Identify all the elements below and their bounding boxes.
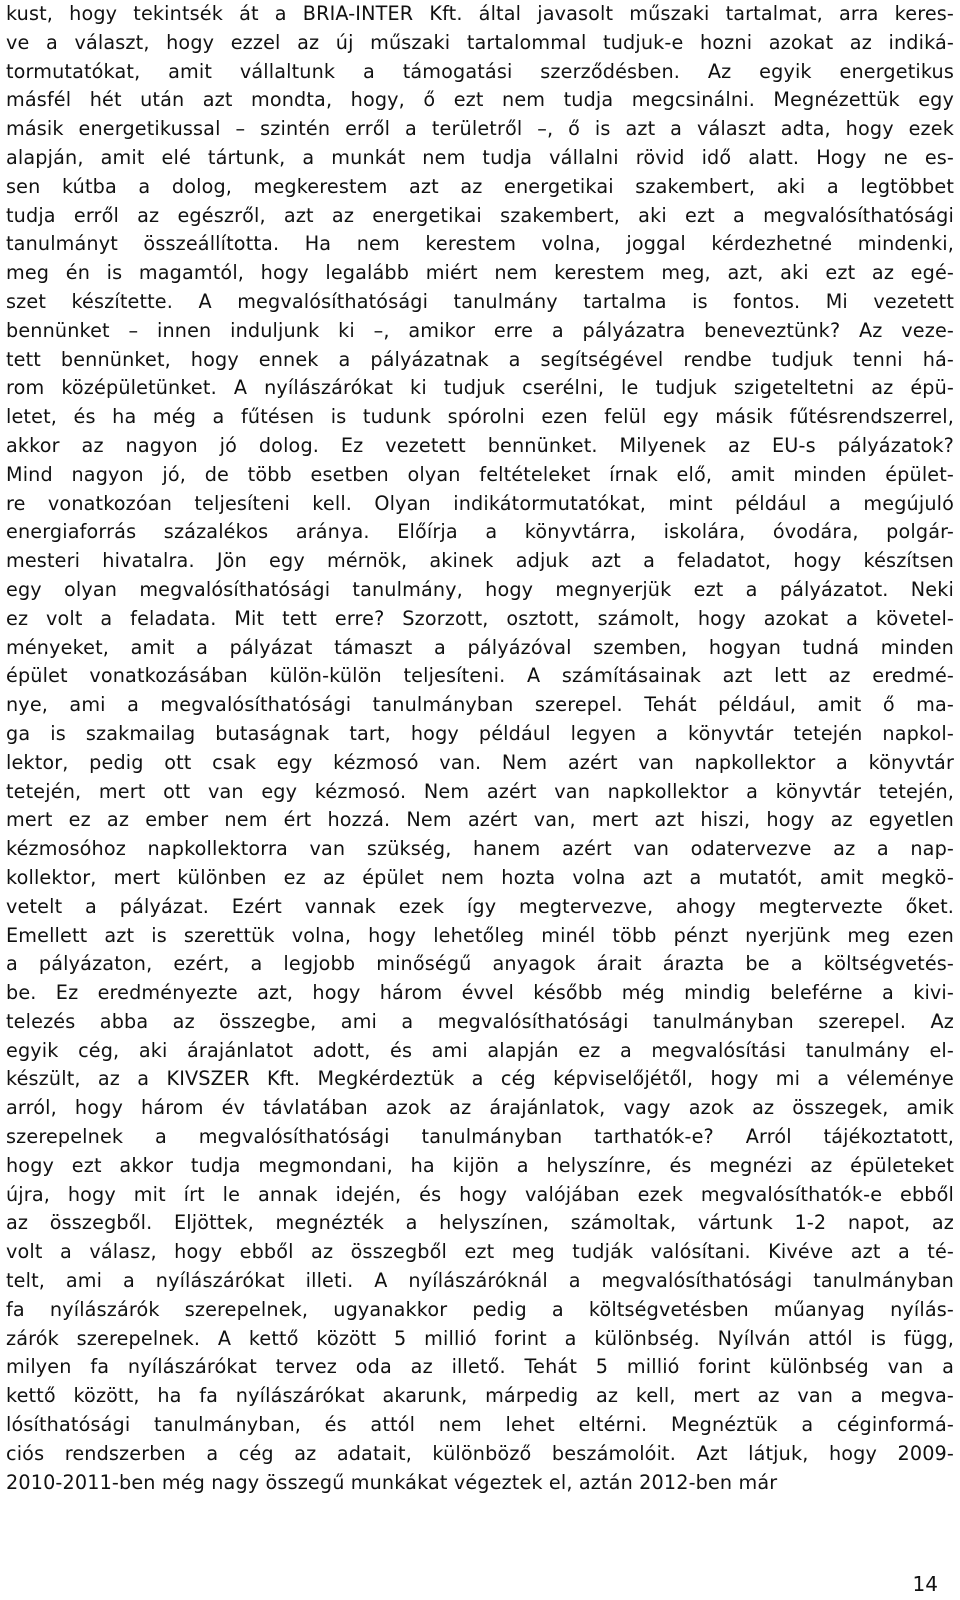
text-line: telt, ami a nyílászárókat illeti. A nyílászáróknál a megvalósíthatósági tanulmányban	[6, 1269, 954, 1293]
text-line: egyik cég, aki árajánlatot adott, és ami alapján ez a megvalósítási tanulmány el-	[6, 1038, 954, 1062]
text-line: ciós rendszerben a cég az adatait, különböző beszámolóit. Azt látjuk, hogy 2009-	[6, 1441, 954, 1465]
text-line: tetején, mert ott van egy kézmosó. Nem azért van napkollektor a könyvtár tetején,	[6, 779, 954, 803]
text-line: szet készítette. A megvalósíthatósági tanulmány tartalma is fontos. Mi vezetett	[6, 289, 954, 313]
text-line: másfél hét után azt mondta, hogy, ő ezt nem tudja megcsinálni. Megnézettük egy	[6, 88, 954, 112]
text-line: bennünket – innen induljunk ki –, amikor erre a pályázatra beneveztünk? Az veze-	[6, 318, 954, 342]
text-line: telezés abba az összegbe, ami a megvalósíthatósági tanulmányban szerepel. Az	[6, 1009, 954, 1033]
text-line: fa nyílászárók szerepelnek, ugyanakkor pedig a költségvetésben műanyag nyílás-	[6, 1297, 954, 1321]
text-line: kust, hogy tekintsék át a BRIA-INTER Kft. által javasolt műszaki tartalmat, arra keres-	[6, 2, 954, 25]
body-text	[6, 0, 954, 1497]
text-line: szerepelnek a megvalósíthatósági tanulmányban tarthatók-e? Arról tájékoztatott,	[6, 1125, 954, 1149]
text-line: készült, az a KIVSZER Kft. Megkérdeztük a cég képviselőjétől, hogy mi a véleménye	[6, 1067, 954, 1091]
text-line: energiaforrás százalékos aránya. Előírja a könyvtárra, iskolára, óvodára, polgár-	[6, 520, 954, 544]
page-number: 14	[912, 1572, 938, 1596]
text-line: tudja erről az egészről, azt az energetikai szakembert, aki ezt a megvalósíthatósági	[6, 203, 954, 227]
text-line: lektor, pedig ott csak egy kézmosó van. Nem azért van napkollektor a könyvtár	[6, 750, 954, 774]
text-line: re vonatkozóan teljesíteni kell. Olyan indikátormutatókat, mint például a megújuló	[6, 491, 954, 515]
text-line: a pályázaton, ezért, a legjobb minőségű anyagok árait árazta be a költségvetés-	[6, 952, 954, 976]
text-line: letet, és ha még a fűtésen is tudunk spórolni ezen felül egy másik fűtésrendszerrel,	[6, 405, 954, 429]
text-line: másik energetikussal – szintén erről a területről –, ő is azt a választ adta, hogy ezek	[6, 117, 954, 141]
text-line: ve a választ, hogy ezzel az új műszaki tartalommal tudjuk-e hozni azokat az indiká-	[6, 30, 954, 54]
text-line: tormutatókat, amit vállaltunk a támogatási szerződésben. Az egyik energetikus	[6, 59, 954, 83]
text-line: vetelt a pályázat. Ezért vannak ezek így megtervezve, ahogy megtervezte őket.	[6, 894, 954, 918]
text-line: 2010-2011-ben még nagy összegű munkákat végeztek el, aztán 2012-ben már	[6, 1470, 778, 1494]
text-line: Emellett azt is szerettük volna, hogy lehetőleg minél több pénzt nyerjünk meg ezen	[6, 923, 954, 947]
text-line: kézmosóhoz napkollektorra van szükség, hanem azért van odatervezve az a nap-	[6, 837, 954, 861]
text-line: mesteri hivatalra. Jön egy mérnök, akinek adjuk azt a feladatot, hogy készítsen	[6, 549, 954, 573]
text-line: épület vonatkozásában külön-külön teljesíteni. A számításainak azt lett az eredmé-	[6, 664, 954, 688]
text-line: be. Ez eredményezte azt, hogy három évvel később még mindig beleférne a kivi-	[6, 981, 954, 1005]
text-line: egy olyan megvalósíthatósági tanulmány, hogy megnyerjük ezt a pályázatot. Neki	[6, 577, 954, 601]
text-line: sen kútba a dolog, megkerestem azt az energetikai szakembert, aki a legtöbbet	[6, 174, 954, 198]
text-line: kollektor, mert különben ez az épület nem hozta volna azt a mutatót, amit megkö-	[6, 865, 954, 889]
text-line: kettő között, ha fa nyílászárókat akarunk, márpedig az kell, mert az van a megva-	[6, 1384, 954, 1408]
text-line: ga is szakmailag butaságnak tart, hogy például legyen a könyvtár tetején napkol-	[6, 721, 954, 745]
text-line: alapján, amit elé tártunk, a munkát nem tudja vállalni rövid idő alatt. Hogy ne es-	[6, 145, 954, 169]
text-line: volt a válasz, hogy ebből az összegből ezt meg tudják valósítani. Kivéve azt a té-	[6, 1240, 954, 1264]
text-line: akkor az nagyon jó dolog. Ez vezetett bennünket. Milyenek az EU-s pályázatok?	[6, 433, 954, 457]
text-line: ményeket, amit a pályázat támaszt a pályázóval szemben, hogyan tudná minden	[6, 635, 954, 659]
text-line: rom középületünket. A nyílászárókat ki tudjuk cserélni, le tudjuk szigeteltetni az épü-	[6, 376, 954, 400]
text-line: hogy ezt akkor tudja megmondani, ha kijön a helyszínre, és megnézi az épületeket	[6, 1153, 954, 1177]
text-line: az összegből. Eljöttek, megnézték a helyszínen, számoltak, vártunk 1-2 napot, az	[6, 1211, 954, 1235]
text-line: meg én is magamtól, hogy legalább miért nem kerestem meg, azt, aki ezt az egé-	[6, 261, 954, 285]
text-line: zárók szerepelnek. A kettő között 5 millió forint a különbség. Nyílván attól is függ,	[6, 1326, 954, 1350]
text-line: tett bennünket, hogy ennek a pályázatnak a segítségével rendbe tudjuk tenni há-	[6, 347, 954, 371]
text-line: Mind nagyon jó, de több esetben olyan feltételeket írnak elő, amit minden épület-	[6, 462, 954, 486]
text-line: ez volt a feladata. Mit tett erre? Szorzott, osztott, számolt, hogy azokat a követel-	[6, 606, 954, 630]
text-line: mert ez az ember nem ért hozzá. Nem azért van, mert azt hiszi, hogy az egyetlen	[6, 808, 954, 832]
text-line: milyen fa nyílászárókat tervez oda az illető. Tehát 5 millió forint különbség van a	[6, 1355, 954, 1379]
text-line: lósíthatósági tanulmányban, és attól nem lehet eltérni. Megnéztük a céginformá-	[6, 1413, 954, 1437]
text-line: újra, hogy mit írt le annak idején, és hogy valójában ezek megvalósíthatók-e ebből	[6, 1182, 954, 1206]
text-line: nye, ami a megvalósíthatósági tanulmányban szerepel. Tehát például, amit ő ma-	[6, 693, 954, 717]
text-line: arról, hogy három év távlatában azok az árajánlatok, vagy azok az összegek, amik	[6, 1096, 954, 1120]
text-line: tanulmányt összeállította. Ha nem kerestem volna, joggal kérdezhetné mindenki,	[6, 232, 954, 256]
